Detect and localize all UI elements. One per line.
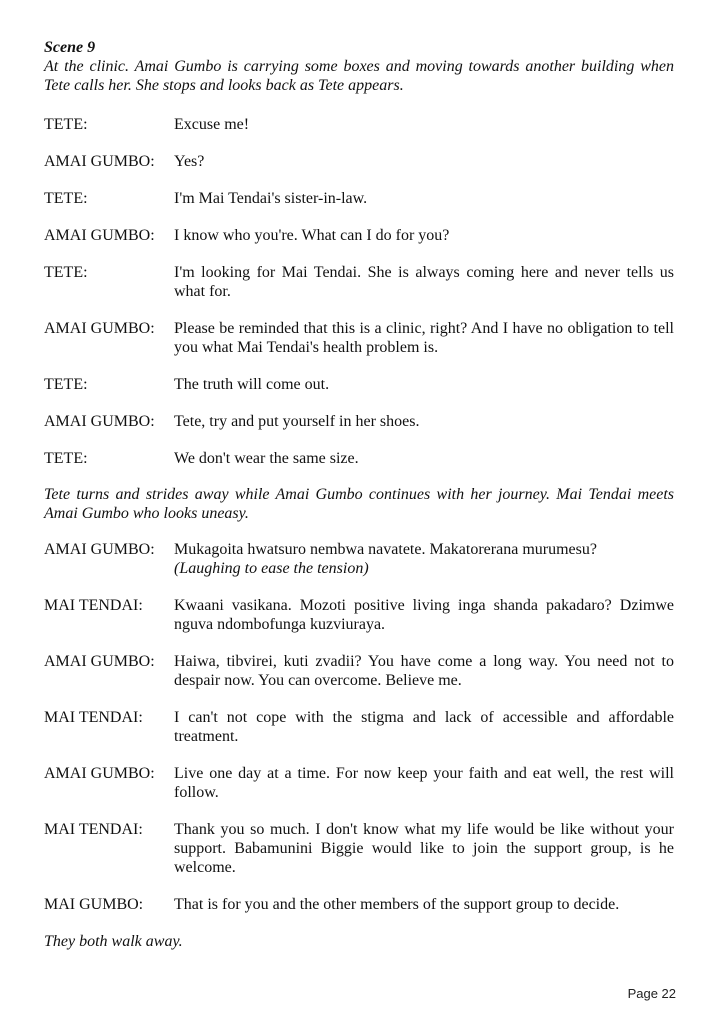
- dialogue-line: [44, 226, 674, 245]
- dialogue-line: [44, 895, 674, 914]
- dialogue-line: [44, 115, 674, 134]
- dialogue-line: [44, 152, 674, 171]
- speech-text: The truth will come out.: [174, 376, 330, 393]
- speaker-name: AMAI GUMBO:: [44, 653, 155, 670]
- speaker-name: MAI TENDAI:: [44, 709, 143, 726]
- speech-text: Live one day at a time. For now keep your faith and eat well, the rest will follow.: [174, 765, 674, 801]
- speech-text: I'm Mai Tendai's sister-in-law.: [174, 190, 368, 207]
- page-number: Page 22: [627, 986, 676, 1001]
- speech-text: I know who you're. What can I do for you?: [174, 227, 450, 244]
- scene-title: Scene 9: [44, 39, 96, 56]
- dialogue-line: [44, 764, 674, 802]
- speaker-name: TETE:: [44, 264, 88, 281]
- stage-direction: Tete turns and strides away while Amai Gumbo continues with her journey. Mai Tendai meets Amai Gumbo who looks uneasy.: [44, 486, 674, 522]
- speaker-name: AMAI GUMBO:: [44, 765, 155, 782]
- dialogue-line: [44, 263, 674, 301]
- closing-stage-direction: They both walk away.: [44, 933, 183, 950]
- speech-text: Please be reminded that this is a clinic, right? And I have no obligation to tell you what Mai Tendai's health problem is.: [174, 320, 674, 356]
- speaker-name: AMAI GUMBO:: [44, 153, 155, 170]
- speech-text: Mukagoita hwatsuro nembwa navatete. Makatorerana murumesu?: [174, 541, 597, 558]
- speaker-name: TETE:: [44, 450, 88, 467]
- speech-container: [174, 540, 674, 578]
- scene-intro-direction: At the clinic. Amai Gumbo is carrying some boxes and moving towards another building when Tete calls her. She stops and looks back as Tete appears.: [44, 58, 674, 94]
- dialogue-line: [44, 540, 674, 578]
- speaker-name: MAI TENDAI:: [44, 821, 143, 838]
- dialogue-line: [44, 820, 674, 877]
- speaker-name: AMAI GUMBO:: [44, 541, 155, 558]
- speaker-name: TETE:: [44, 116, 88, 133]
- dialogue-line: [44, 652, 674, 690]
- dialogue-line: [44, 375, 674, 394]
- speaker-name: TETE:: [44, 190, 88, 207]
- speaker-name: MAI TENDAI:: [44, 597, 143, 614]
- speech-text: We don't wear the same size.: [174, 450, 359, 467]
- speech-text: Thank you so much. I don't know what my life would be like without your support. Babamunini Biggie would like to join the support group, is he welcome.: [174, 821, 674, 876]
- dialogue-line: [44, 708, 674, 746]
- speaker-name: AMAI GUMBO:: [44, 320, 155, 337]
- speech-text: I can't not cope with the stigma and lack of accessible and affordable treatment.: [174, 709, 674, 745]
- inline-stage-direction: (Laughing to ease the tension): [174, 560, 369, 577]
- script-page: [44, 38, 674, 951]
- speech-text: Excuse me!: [174, 116, 250, 133]
- speaker-name: TETE:: [44, 376, 88, 393]
- dialogue-block-2: [44, 540, 674, 914]
- dialogue-line: [44, 319, 674, 357]
- speech-text: Tete, try and put yourself in her shoes.: [174, 413, 420, 430]
- speech-text: Kwaani vasikana. Mozoti positive living inga shanda pakadaro? Dzimwe nguva ndombofunga kuzviuraya.: [174, 597, 674, 633]
- dialogue-line: [44, 596, 674, 634]
- speech-text: Yes?: [174, 153, 205, 170]
- dialogue-line: [44, 412, 674, 431]
- speaker-name: AMAI GUMBO:: [44, 413, 155, 430]
- dialogue-block-1: [44, 115, 674, 468]
- dialogue-line: [44, 449, 674, 468]
- speech-text: I'm looking for Mai Tendai. She is always coming here and never tells us what for.: [174, 264, 674, 300]
- speaker-name: MAI GUMBO:: [44, 896, 144, 913]
- speech-text: Haiwa, tibvirei, kuti zvadii? You have come a long way. You need not to despair now. You can overcome. Believe me.: [174, 653, 674, 689]
- speech-text: That is for you and the other members of the support group to decide.: [174, 896, 620, 913]
- dialogue-line: [44, 189, 674, 208]
- speaker-name: AMAI GUMBO:: [44, 227, 155, 244]
